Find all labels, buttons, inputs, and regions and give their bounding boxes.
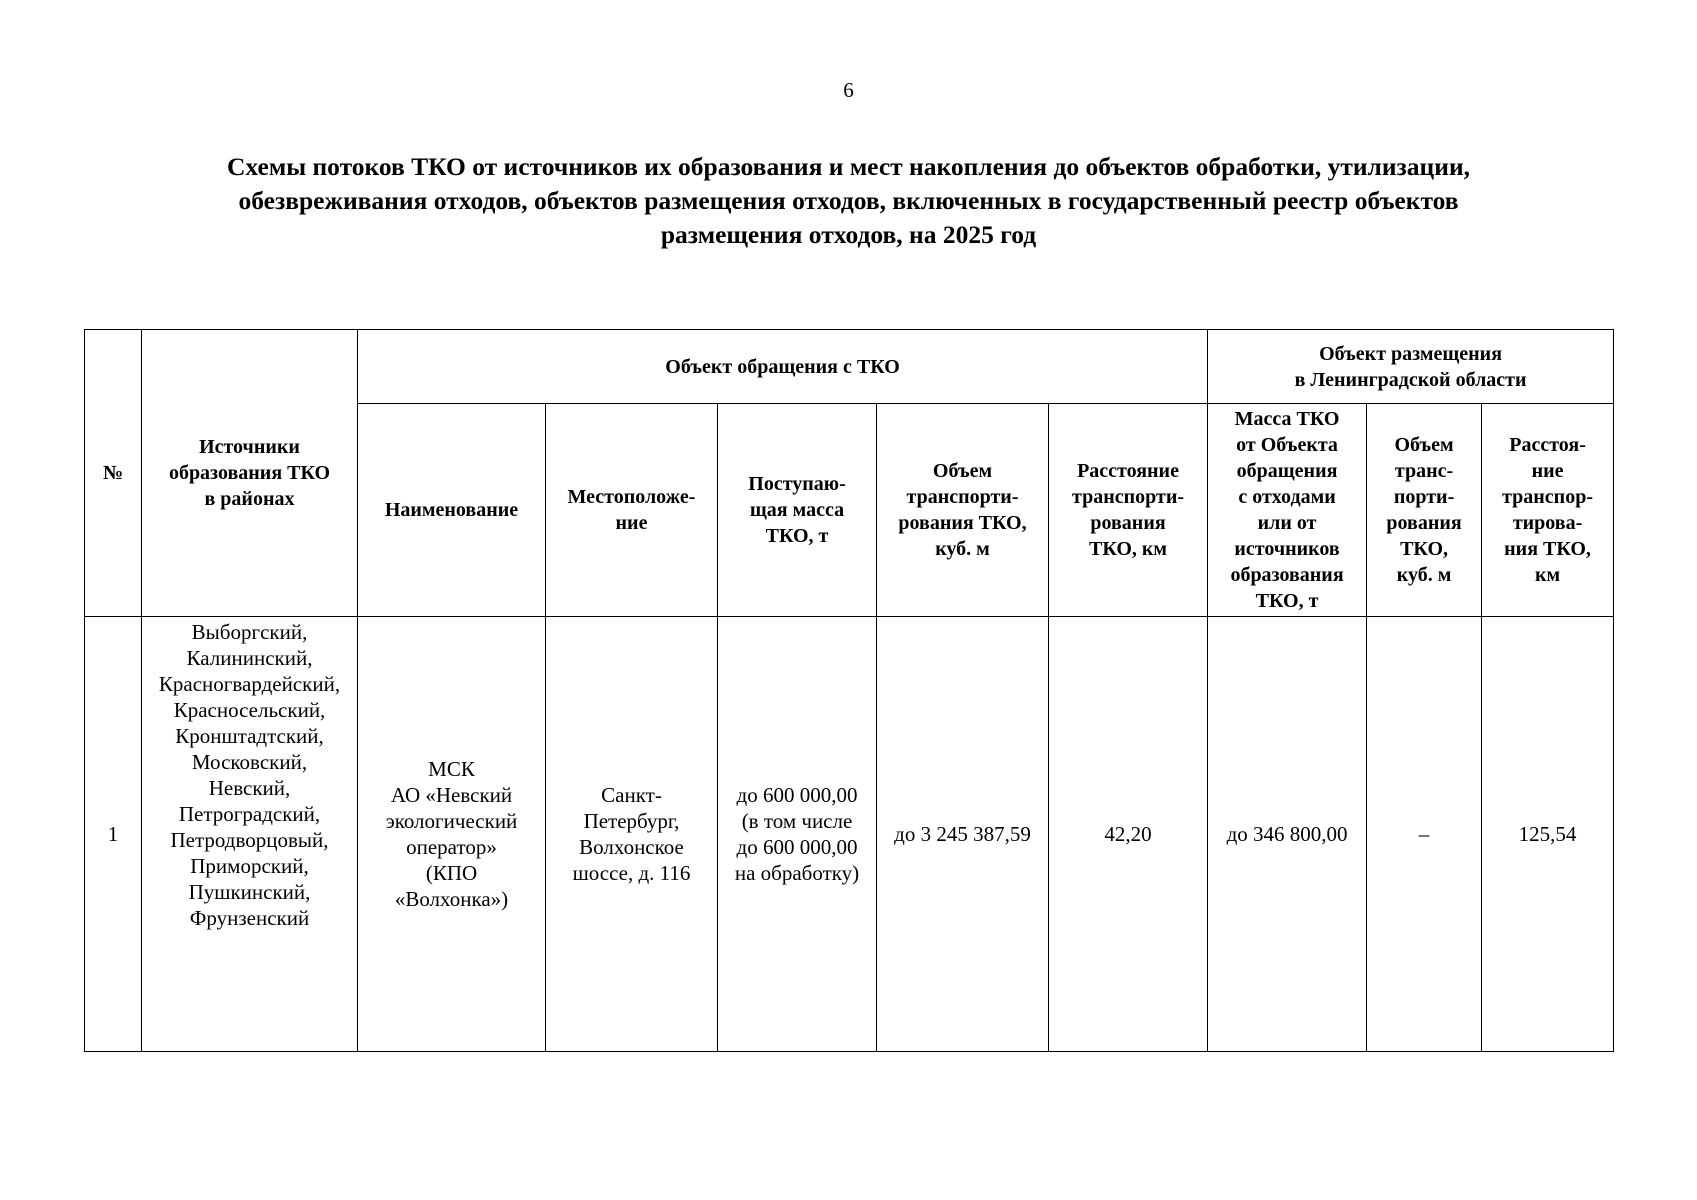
header-group-handling: Объект обращения с ТКО (358, 330, 1208, 404)
title-line: Схемы потоков ТКО от источников их образования и мест накопления до объектов обработки, утилизации, (226, 152, 1471, 181)
header-name: Наименование (358, 404, 546, 617)
cell-placement-volume: – (1367, 617, 1482, 1052)
header-sources: Источники образования ТКО в районах (142, 330, 358, 617)
header-group-placement: Объект размещения в Ленинградской области (1208, 330, 1614, 404)
cell-placement-mass: до 346 800,00 (1208, 617, 1367, 1052)
header-number: № (85, 330, 142, 617)
cell-location: Санкт- Петербург, Волхонское шоссе, д. 116 (546, 617, 718, 1052)
cell-placement-distance: 125,54 (1482, 617, 1614, 1052)
cell-incoming-mass: до 600 000,00 (в том числе до 600 000,00 на обработку) (718, 617, 877, 1052)
header-placement-distance: Расстоя- ние транспор- тирова- ния ТКО, км (1482, 404, 1614, 617)
header-placement-mass: Масса ТКО от Объекта обращения с отходами или от источников образования ТКО, т (1208, 404, 1367, 617)
table-row (85, 617, 1614, 1052)
cell-transport-distance: 42,20 (1049, 617, 1208, 1052)
header-incoming-mass: Поступаю- щая масса ТКО, т (718, 404, 877, 617)
header-transport-distance: Расстояние транспорти- рования ТКО, км (1049, 404, 1208, 617)
title-line: размещения отходов, на 2025 год (660, 220, 1037, 249)
document-title (100, 150, 1597, 252)
page-number: 6 (843, 78, 854, 102)
header-transport-volume: Объем транспорти- рования ТКО, куб. м (877, 404, 1049, 617)
cell-number: 1 (85, 617, 142, 1052)
header-placement-volume: Объем транс- порти- рования ТКО, куб. м (1367, 404, 1482, 617)
cell-transport-volume: до 3 245 387,59 (877, 617, 1049, 1052)
cell-districts: Выборгский, Калининский, Красногвардейский, Красносельский, Кронштадтский, Московский, Невский, Петроградский, Петродворцовый, Приморский, Пушкинский, Фрунзенский (142, 617, 358, 1052)
title-line: обезвреживания отходов, объектов размещения отходов, включенных в государственный реестр объектов (238, 186, 1459, 215)
header-location: Местоположе- ние (546, 404, 718, 617)
tko-flows-table (84, 329, 1614, 1052)
cell-name: МСК АО «Невский экологический оператор» (КПО «Волхонка») (358, 617, 546, 1052)
